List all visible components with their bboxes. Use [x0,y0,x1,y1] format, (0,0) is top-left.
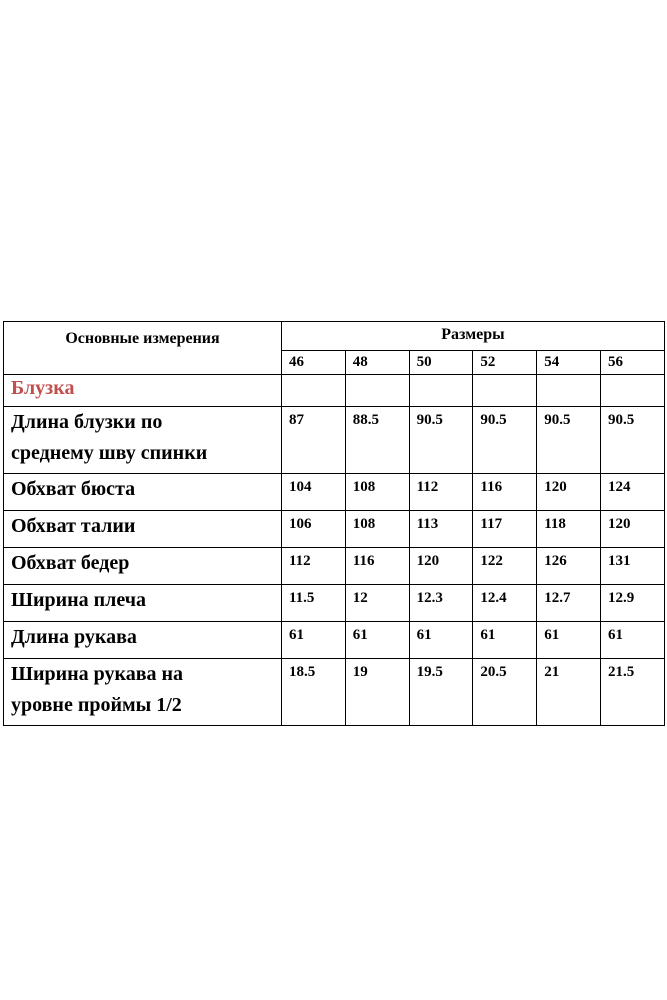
value-cell: 106 [282,511,346,548]
size-chart-table [3,321,665,726]
size-cell-46: 46 [282,351,346,375]
value-cell: 61 [537,622,601,659]
row-label [4,585,282,622]
table-row-hips [4,548,665,585]
value-cell: 112 [282,548,346,585]
header-sizes-label: Размеры [441,326,505,343]
value-cell: 116 [473,474,537,511]
value-cell: 12.9 [600,585,664,622]
header-sizes-cell [282,322,665,351]
value-cell: 131 [600,548,664,585]
value-cell: 113 [409,511,473,548]
value-cell: 20.5 [473,659,537,726]
value-cell: 12.3 [409,585,473,622]
table-row-waist [4,511,665,548]
value-cell: 61 [409,622,473,659]
value-cell: 90.5 [473,407,537,474]
value-cell: 112 [409,474,473,511]
table-row-bust [4,474,665,511]
value-cell: 87 [282,407,346,474]
row-label-line: Ширина плеча [11,589,147,611]
value-cell: 117 [473,511,537,548]
value-cell: 19 [345,659,409,726]
value-cell: 90.5 [600,407,664,474]
row-label [4,474,282,511]
table-row-sleeve-length [4,622,665,659]
row-label-line: Обхват талии [11,515,136,537]
row-label [4,407,282,474]
row-label [4,511,282,548]
value-cell: 118 [537,511,601,548]
size-cell-48: 48 [345,351,409,375]
value-cell: 120 [409,548,473,585]
section-title: Блузка [4,375,282,407]
value-cell: 90.5 [537,407,601,474]
value-cell: 120 [600,511,664,548]
empty-cell [409,375,473,407]
value-cell: 88.5 [345,407,409,474]
row-label-line: среднему шву спинки [11,442,208,464]
value-cell: 116 [345,548,409,585]
size-cell-54: 54 [537,351,601,375]
value-cell: 11.5 [282,585,346,622]
size-cell-50: 50 [409,351,473,375]
header-measurements-cell [4,322,282,375]
empty-cell [600,375,664,407]
value-cell: 124 [600,474,664,511]
row-label [4,659,282,726]
value-cell: 12.4 [473,585,537,622]
value-cell: 12.7 [537,585,601,622]
value-cell: 21.5 [600,659,664,726]
header-measurements-label: Основные измерения [65,330,220,347]
value-cell: 61 [600,622,664,659]
value-cell: 120 [537,474,601,511]
row-label [4,622,282,659]
empty-cell [282,375,346,407]
table-row-blouse-length [4,407,665,474]
value-cell: 12 [345,585,409,622]
header-row [4,322,665,351]
row-label-line: Обхват бюста [11,478,136,500]
empty-cell [473,375,537,407]
row-label-line: Длина рукава [11,626,137,648]
row-label-line: Длина блузки по [11,411,163,433]
row-label-line: Ширина рукава на [11,663,184,685]
size-cell-52: 52 [473,351,537,375]
value-cell: 122 [473,548,537,585]
row-label-line: Обхват бедер [11,552,130,574]
empty-cell [537,375,601,407]
value-cell: 104 [282,474,346,511]
row-label [4,548,282,585]
value-cell: 18.5 [282,659,346,726]
value-cell: 61 [473,622,537,659]
value-cell: 61 [282,622,346,659]
value-cell: 90.5 [409,407,473,474]
empty-cell [345,375,409,407]
value-cell: 108 [345,511,409,548]
value-cell: 61 [345,622,409,659]
value-cell: 19.5 [409,659,473,726]
value-cell: 21 [537,659,601,726]
table-row-shoulder [4,585,665,622]
section-row [4,375,665,407]
row-label-line: уровне проймы 1/2 [11,694,182,716]
value-cell: 108 [345,474,409,511]
size-cell-56: 56 [600,351,664,375]
value-cell: 126 [537,548,601,585]
table-row-sleeve-width [4,659,665,726]
